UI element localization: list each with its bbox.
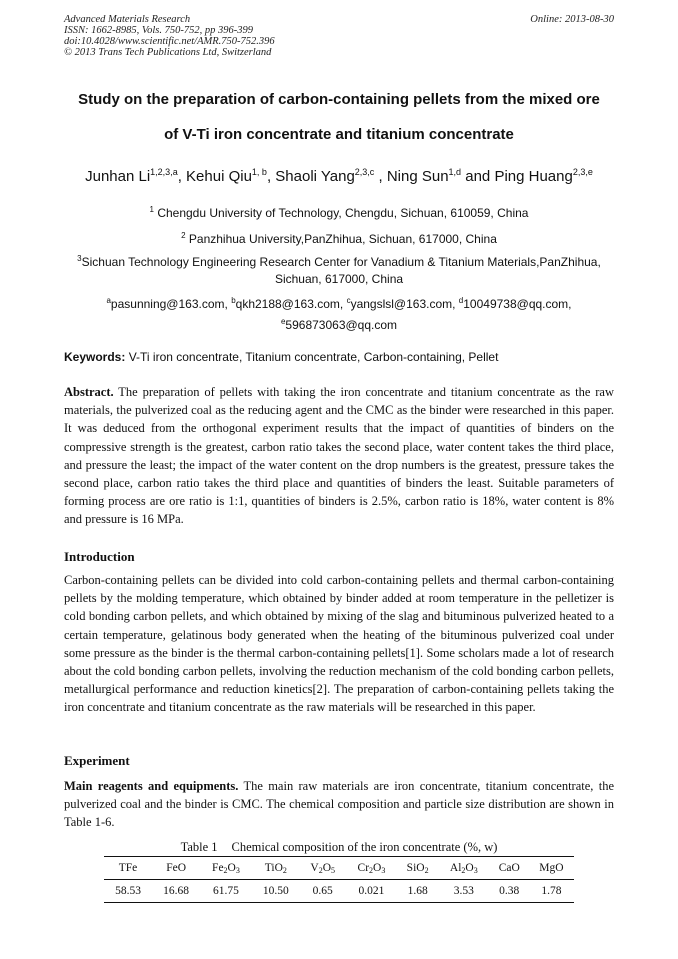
subsection-label: Main reagents and equipments.	[64, 779, 239, 793]
section-heading-experiment: Experiment	[64, 753, 130, 768]
table-header-cell: FeO	[166, 862, 186, 874]
journal-header	[64, 14, 275, 58]
keywords-label: Keywords:	[64, 350, 126, 364]
author-affiliation-marker: 2,3,e	[572, 167, 593, 177]
author-name: Ping Huang	[494, 168, 573, 185]
table-cell: 16.68	[163, 885, 190, 897]
author-name: Junhan Li	[85, 168, 151, 185]
table-header-cell: TFe	[118, 862, 138, 874]
affiliation-text: Sichuan Technology Engineering Research Center for Vanadium & Titanium Materials,PanZhihua, Sichuan, 617000, China	[81, 255, 601, 286]
table-cell: 3.53	[453, 885, 474, 897]
author-list	[30, 167, 648, 185]
email-link[interactable]: 596873063@qq.com	[285, 318, 398, 332]
copyright-line: © 2013 Trans Tech Publications Ltd, Switzerland	[64, 47, 272, 58]
issn-line: ISSN: 1662-8985, Vols. 750-752, pp 396-399	[64, 25, 253, 36]
table-header-cell: MgO	[539, 862, 564, 874]
author-emails	[76, 292, 602, 334]
table-cell: 0.65	[312, 885, 333, 897]
table-header-cell: $Cr_2O_3$	[357, 861, 386, 875]
table-header-cell: $Fe_2O_3$	[212, 861, 240, 875]
email-link[interactable]: yangslsl@163.com,	[350, 297, 459, 311]
table-header-cell: CaO	[498, 862, 520, 874]
email-link[interactable]: qkh2188@163.com,	[235, 297, 347, 311]
affiliation-text: Panzhihua University,PanZhihua, Sichuan, 617000, China	[185, 232, 497, 246]
doi-line[interactable]: doi:10.4028/www.scientific.net/AMR.750-752.396	[64, 36, 275, 47]
table-number: Table 1	[180, 840, 218, 854]
composition-table	[104, 856, 574, 903]
email-marker: e	[280, 317, 286, 326]
table-header-cell: $Al_2O_3$	[449, 861, 478, 875]
experiment-paragraph	[64, 777, 614, 832]
email-link[interactable]: pasunning@163.com,	[110, 297, 232, 311]
online-date: Online: 2013-08-30	[530, 14, 614, 25]
author-separator: and	[461, 168, 495, 185]
journal-name: Advanced Materials Research	[64, 14, 191, 25]
paper-title-line-2: of V-Ti iron concentrate and titanium concentrate	[164, 126, 514, 143]
table-header-cell: TiO$_2$	[264, 861, 287, 875]
author-separator: ,	[374, 168, 387, 185]
table-cell: 61.75	[213, 885, 239, 897]
email-marker: a	[106, 296, 111, 305]
abstract-text: The preparation of pellets with taking the iron concentrate and titanium concentrate as the raw materials, the pulverized coal as the reducing agent and the CMC as the binder were researched in this paper. It was deduced from the orthogonal experiment results that the impact of quantities of binders on the compressive strength is the greatest, carbon ratio takes the second place, water content takes the third place, and pressure the least; the impact of the water content on the drop numbers is the greatest, pressure takes the second place, carbon ratio takes the third place and quantities of binders the least. Suitable parameters of forming process are ore ratio is 1:1, quantities of binders is 2.5%, carbon ratio is 18%, water content is 8% and pressure is 16 MPa.	[64, 385, 614, 527]
table-header-cell: $V_2O_5$	[310, 861, 336, 875]
paper-title-line-1: Study on the preparation of carbon-containing pellets from the mixed ore	[78, 91, 600, 108]
experiment-text: The main raw materials are iron concentrate, titanium concentrate, the pulverized coal and the binder is CMC. The chemical composition and particle size distribution are shown in Table 1-6.	[64, 779, 614, 830]
keywords-text: V-Ti iron concentrate, Titanium concentrate, Carbon-containing, Pellet	[125, 350, 499, 364]
table-cell: 0.38	[499, 885, 520, 897]
affiliation-text: Chengdu University of Technology, Chengdu, Sichuan, 610059, China	[153, 206, 529, 220]
email-marker: d	[458, 296, 464, 305]
author-affiliation-marker: 2,3,c	[354, 167, 375, 177]
abstract	[64, 383, 614, 529]
affiliation-3	[56, 250, 622, 288]
affiliation-2	[60, 227, 618, 248]
author-name: Shaoli Yang	[275, 168, 355, 185]
table-row	[104, 880, 574, 903]
affiliation-marker: 2	[181, 231, 186, 240]
author-affiliation-marker: 1,2,3,a	[150, 167, 178, 177]
table-cell: 1.68	[407, 885, 428, 897]
table-cell: 10.50	[262, 885, 289, 897]
table-header-row	[104, 857, 574, 880]
table-cell: 0.021	[358, 885, 385, 897]
affiliation-marker: 3	[77, 254, 82, 263]
email-marker: b	[231, 296, 236, 305]
author-name: Ning Sun	[386, 168, 449, 185]
table-header-cell: SiO$_2$	[406, 861, 429, 875]
section-heading-introduction: Introduction	[64, 549, 135, 564]
affiliation-marker: 1	[149, 205, 154, 214]
table-caption	[0, 840, 678, 855]
author-affiliation-marker: 1,d	[448, 167, 462, 177]
introduction-text: Carbon-containing pellets can be divided into cold carbon-containing pellets and thermal carbon-containing pellets by the molding temperature, which obtained by binder added at room temperature in the pelletizer is cold bonding carbon pellets, and which obtained by mixing of the slag and bituminous pulverized heated to a certain temperature, gelatinous body generated when the heating of the bituminous pulverized coal under some pressure as the binder is the thermal carbon-containing pellets[1]. Some scholars made a lot of research about the cold bonding carbon pellets, involving the reduction mechanism of the cold bonding carbon pellets, metallurgical performance and reduction kinetics[2]. The preparation of carbon-containing pellets taking the iron concentrate and titanium concentrate as the raw materials will be researched in this paper.	[64, 573, 614, 715]
affiliation-1	[60, 201, 618, 222]
table-cell: 58.53	[115, 885, 141, 897]
author-separator: ,	[266, 168, 276, 185]
table-cell: 1.78	[541, 885, 562, 897]
author-separator: ,	[177, 168, 187, 185]
abstract-label: Abstract.	[64, 385, 114, 399]
keywords	[64, 350, 614, 364]
table-caption-text: Chemical composition of the iron concentrate (%, w)	[231, 840, 498, 854]
author-affiliation-marker: 1, b	[251, 167, 267, 177]
email-marker: c	[346, 296, 351, 305]
author-name: Kehui Qiu	[186, 168, 252, 185]
email-link[interactable]: 10049738@qq.com,	[463, 297, 572, 311]
